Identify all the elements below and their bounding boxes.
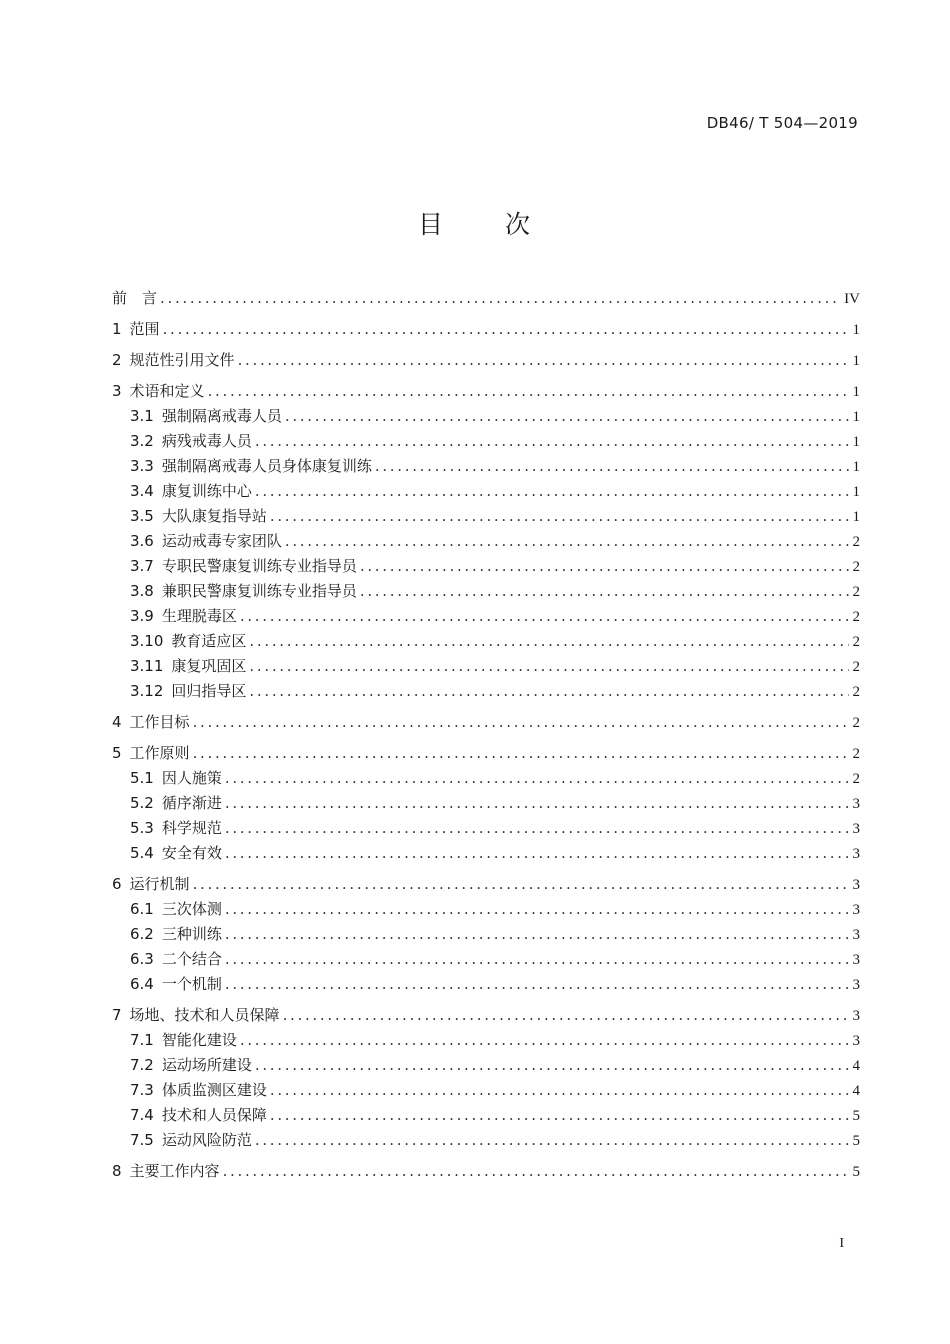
toc-leader-dots [225,897,849,922]
toc-entry-label: 康复巩固区 [171,657,247,675]
toc-entry-label: 兼职民警康复训练专业指导员 [161,582,357,600]
title-char-1: 目 [417,210,445,239]
toc-entry-number: 7.3 [130,1081,154,1099]
toc-entry-number: 5.1 [130,769,154,787]
toc-entry-page: IV [844,291,860,307]
toc-entry-page: 3 [852,846,860,862]
toc-leader-dots [270,504,849,529]
toc-entry-label: 循序渐进 [161,794,222,812]
toc-leader-dots [240,604,849,629]
toc-entry-page: 3 [852,902,860,918]
toc-leader-dots [360,579,849,604]
toc-entry-page: 2 [852,771,860,787]
toc-entry-page: 5 [852,1108,860,1124]
toc-leader-dots [208,379,849,404]
toc-entry-page: 3 [852,821,860,837]
toc-entry-number: 7 [112,1006,122,1024]
toc-entry-page: 1 [852,409,860,425]
toc-entry-label: 智能化建设 [161,1031,237,1049]
toc-entry-number: 3.2 [130,432,154,450]
toc-entry-page: 2 [852,659,860,675]
toc-entry-page: 3 [852,927,860,943]
toc-entry-number: 7.1 [130,1031,154,1049]
toc-leader-dots [360,554,849,579]
toc-leader-dots [285,404,849,429]
toc-leader-dots [225,947,849,972]
toc-entry[interactable] [112,1159,860,1184]
toc-entry-label: 规范性引用文件 [129,351,235,369]
toc-entry-number: 1 [112,320,122,338]
toc-entry-label: 主要工作内容 [129,1162,220,1180]
toc-entry-label: 教育适应区 [171,632,247,650]
toc-leader-dots [255,1128,849,1153]
toc-entry-number: 3.9 [130,607,154,625]
toc-entry-label: 运动风险防范 [161,1131,252,1149]
toc-entry-page: 4 [852,1058,860,1074]
toc-entry-number: 5 [112,744,122,762]
toc-entry-label: 安全有效 [161,844,222,862]
toc-entry-page: 3 [852,877,860,893]
toc-entry-page: 2 [852,715,860,731]
toc-entry[interactable] [112,741,860,766]
toc-entry-label: 大队康复指导站 [161,507,267,525]
toc-leader-dots [240,1028,849,1053]
toc-entry-label: 强制隔离戒毒人员 [161,407,282,425]
toc-entry[interactable] [112,454,860,479]
page-title [0,205,950,241]
toc-entry-number: 3.5 [130,507,154,525]
toc-entry-page: 2 [852,559,860,575]
toc-entry-number: 8 [112,1162,122,1180]
toc-entry[interactable] [112,504,860,529]
toc-entry-page: 3 [852,1033,860,1049]
toc-entry[interactable] [112,1128,860,1153]
toc-entry-label: 运动戒毒专家团队 [161,532,282,550]
toc-entry-label: 因人施策 [161,769,222,787]
toc-entry-label: 科学规范 [161,819,222,837]
toc-entry-number: 6.2 [130,925,154,943]
toc-leader-dots [255,479,849,504]
toc-entry-label: 专职民警康复训练专业指导员 [161,557,357,575]
toc-entry[interactable] [112,710,860,735]
toc-leader-dots [255,429,849,454]
toc-entry-page: 1 [852,509,860,525]
toc-entry[interactable] [112,972,860,997]
toc-entry-label: 病残戒毒人员 [161,432,252,450]
toc-entry[interactable] [112,947,860,972]
table-of-contents [112,286,860,1184]
toc-entry-page: 1 [852,434,860,450]
toc-entry-number: 7.4 [130,1106,154,1124]
toc-entry-page: 3 [852,1008,860,1024]
toc-entry-label: 回归指导区 [171,682,247,700]
toc-entry-number: 3.11 [130,657,164,675]
toc-entry-number: 5.2 [130,794,154,812]
toc-leader-dots [225,766,849,791]
toc-entry[interactable] [112,554,860,579]
title-char-2: 次 [505,210,533,239]
toc-entry-page: 1 [852,459,860,475]
toc-entry-number: 3.6 [130,532,154,550]
toc-leader-dots [223,1159,849,1184]
toc-leader-dots [225,922,849,947]
toc-leader-dots [255,1053,849,1078]
toc-entry-label: 一个机制 [161,975,222,993]
toc-entry-label: 体质监测区建设 [161,1081,267,1099]
toc-entry[interactable] [112,1103,860,1128]
toc-entry[interactable] [112,1078,860,1103]
toc-entry-page: 1 [852,384,860,400]
toc-entry-label: 康复训练中心 [161,482,252,500]
toc-entry-page: 5 [852,1133,860,1149]
toc-entry[interactable] [112,1053,860,1078]
toc-leader-dots [225,816,849,841]
toc-entry-label: 场地、技术和人员保障 [129,1006,280,1024]
toc-leader-dots [225,841,849,866]
toc-leader-dots [249,629,849,654]
document-code: DB46/ T 504—2019 [706,114,858,132]
toc-entry[interactable] [112,897,860,922]
toc-entry-page: 3 [852,977,860,993]
toc-entry-page: 2 [852,746,860,762]
toc-leader-dots [225,791,849,816]
toc-entry[interactable] [112,1003,860,1028]
toc-entry[interactable] [112,317,860,342]
toc-entry-number: 3.8 [130,582,154,600]
toc-entry-label: 三次体测 [161,900,222,918]
toc-entry-number: 3.3 [130,457,154,475]
toc-entry[interactable] [112,379,860,404]
toc-entry-number: 7.5 [130,1131,154,1149]
toc-entry-label: 运行机制 [129,875,190,893]
toc-entry-label: 生理脱毒区 [161,607,237,625]
toc-leader-dots [238,348,849,373]
toc-leader-dots [160,286,841,311]
toc-leader-dots [193,710,849,735]
toc-leader-dots [193,741,849,766]
toc-entry-number: 3.7 [130,557,154,575]
toc-entry[interactable] [112,348,860,373]
toc-entry[interactable] [112,654,860,679]
toc-entry-label: 范围 [129,320,160,338]
toc-entry-number: 5.3 [130,819,154,837]
toc-entry[interactable] [112,766,860,791]
toc-entry-label: 工作原则 [129,744,190,762]
toc-entry-label: 前 言 [112,289,158,307]
toc-entry-label: 技术和人员保障 [161,1106,267,1124]
toc-entry-number: 3.1 [130,407,154,425]
toc-leader-dots [193,872,849,897]
toc-leader-dots [270,1103,849,1128]
toc-entry[interactable] [112,629,860,654]
toc-entry-page: 2 [852,609,860,625]
toc-entry-label: 术语和定义 [129,382,205,400]
toc-entry[interactable] [112,579,860,604]
toc-entry-page: 5 [852,1164,860,1180]
toc-entry[interactable] [112,791,860,816]
toc-entry-page: 2 [852,634,860,650]
toc-entry-page: 1 [852,322,860,338]
toc-entry-page: 2 [852,584,860,600]
toc-leader-dots [270,1078,849,1103]
toc-entry[interactable] [112,816,860,841]
toc-entry[interactable] [112,479,860,504]
toc-entry-page: 3 [852,796,860,812]
toc-leader-dots [285,529,849,554]
toc-entry-number: 3 [112,382,122,400]
toc-entry[interactable] [112,529,860,554]
toc-entry[interactable] [112,841,860,866]
toc-leader-dots [249,654,849,679]
toc-entry[interactable] [112,922,860,947]
toc-entry-number: 3.10 [130,632,164,650]
toc-entry-page: 2 [852,534,860,550]
toc-leader-dots [375,454,849,479]
toc-entry-number: 6 [112,875,122,893]
toc-entry-label: 强制隔离戒毒人员身体康复训练 [161,457,372,475]
toc-entry[interactable] [112,404,860,429]
page-number: I [839,1236,844,1251]
toc-leader-dots [163,317,849,342]
toc-entry-label: 二个结合 [161,950,222,968]
toc-entry-number: 4 [112,713,122,731]
toc-entry-number: 3.4 [130,482,154,500]
toc-entry[interactable] [112,429,860,454]
toc-entry-number: 5.4 [130,844,154,862]
toc-entry[interactable] [112,1028,860,1053]
toc-leader-dots [283,1003,849,1028]
toc-entry[interactable] [112,286,860,311]
toc-entry-page: 2 [852,684,860,700]
toc-leader-dots [225,972,849,997]
toc-entry[interactable] [112,604,860,629]
toc-entry-label: 三种训练 [161,925,222,943]
toc-entry-number: 6.1 [130,900,154,918]
toc-leader-dots [249,679,849,704]
toc-entry[interactable] [112,872,860,897]
toc-entry-number: 7.2 [130,1056,154,1074]
toc-entry-page: 1 [852,353,860,369]
toc-entry-page: 4 [852,1083,860,1099]
toc-entry-page: 1 [852,484,860,500]
toc-entry-number: 6.4 [130,975,154,993]
toc-entry-label: 工作目标 [129,713,190,731]
toc-entry[interactable] [112,679,860,704]
toc-entry-page: 3 [852,952,860,968]
toc-entry-label: 运动场所建设 [161,1056,252,1074]
toc-entry-number: 2 [112,351,122,369]
toc-entry-number: 3.12 [130,682,164,700]
toc-entry-number: 6.3 [130,950,154,968]
